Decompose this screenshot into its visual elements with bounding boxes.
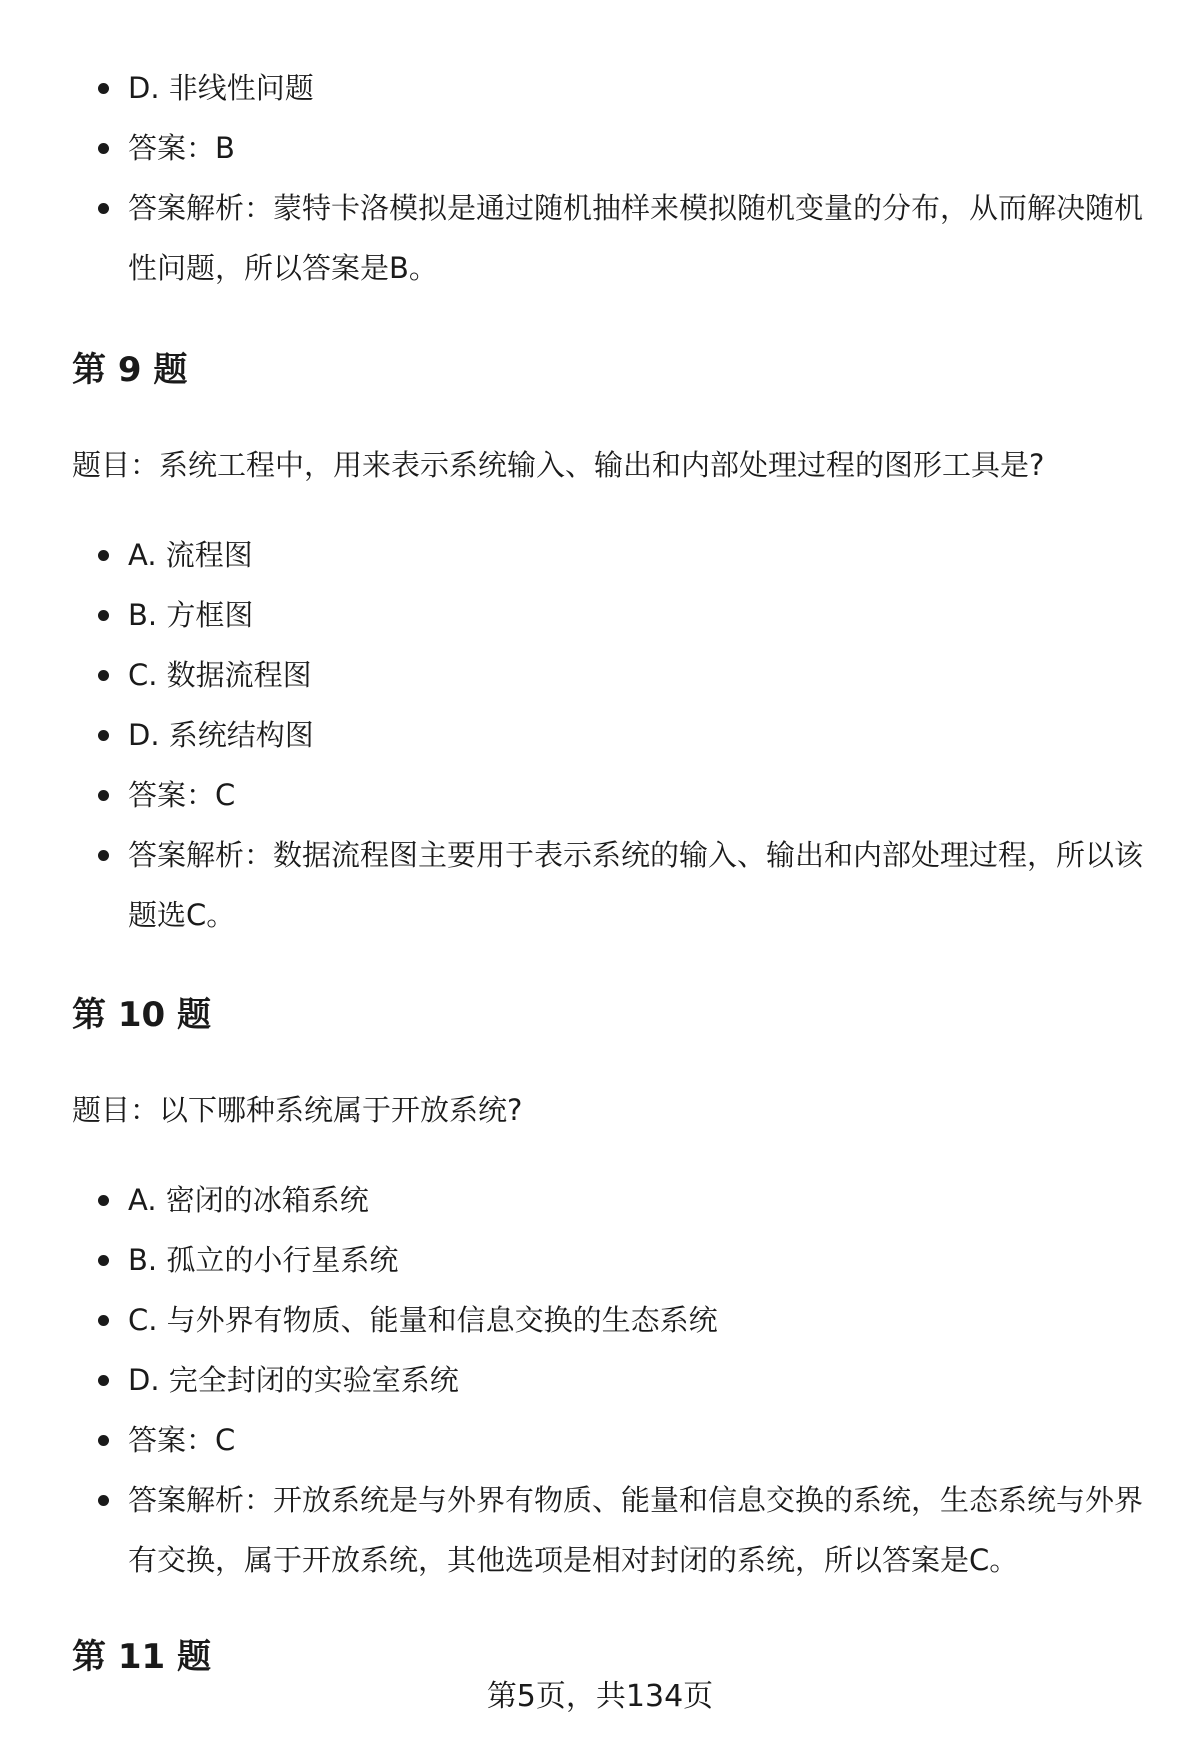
answer-text: 答案：B [128, 131, 235, 165]
bullet-icon [98, 203, 109, 214]
bullet-icon [98, 83, 109, 94]
option-text: C. 数据流程图 [128, 658, 312, 692]
bullet-icon [98, 1195, 109, 1206]
question-heading: 第 11 题 [72, 1637, 211, 1677]
option-text: B. 孤立的小行星系统 [128, 1243, 399, 1277]
answer-text: 答案：C [128, 1423, 236, 1457]
explanation-text: 答案解析：开放系统是与外界有物质、能量和信息交换的系统，生态系统与外界有交换，属于开放系统，其他选项是相对封闭的系统，所以答案是C。 [128, 1483, 1144, 1577]
bullet-icon [98, 143, 109, 154]
question-text: 题目：系统工程中，用来表示系统输入、输出和内部处理过程的图形工具是? [72, 448, 1045, 482]
option-text: B. 方框图 [128, 598, 254, 632]
bullet-icon [98, 550, 109, 561]
option-text: A. 流程图 [128, 538, 253, 572]
option-text: A. 密闭的冰箱系统 [128, 1183, 369, 1217]
bullet-icon [98, 1315, 109, 1326]
bullet-icon [98, 730, 109, 741]
bullet-icon [98, 1495, 109, 1506]
page-number: 第5页，共134页 [486, 1679, 714, 1714]
bullet-icon [98, 670, 109, 681]
bullet-icon [98, 1435, 109, 1446]
bullet-icon [98, 850, 109, 861]
answer-text: 答案：C [128, 778, 236, 812]
option-text: D. 系统结构图 [128, 718, 314, 752]
bullet-icon [98, 610, 109, 621]
option-text: D. 完全封闭的实验室系统 [128, 1363, 459, 1397]
explanation-text: 答案解析：蒙特卡洛模拟是通过随机抽样来模拟随机变量的分布，从而解决随机性问题，所以答案是B。 [128, 191, 1144, 285]
bullet-icon [98, 1255, 109, 1266]
question-heading: 第 10 题 [72, 995, 211, 1035]
bullet-icon [98, 790, 109, 801]
question-text: 题目：以下哪种系统属于开放系统? [72, 1093, 523, 1127]
option-text: D. 非线性问题 [128, 71, 314, 105]
bullet-icon [98, 1375, 109, 1386]
option-text: C. 与外界有物质、能量和信息交换的生态系统 [128, 1303, 718, 1337]
question-heading: 第 9 题 [72, 350, 188, 390]
explanation-text: 答案解析：数据流程图主要用于表示系统的输入、输出和内部处理过程，所以该题选C。 [128, 838, 1144, 932]
